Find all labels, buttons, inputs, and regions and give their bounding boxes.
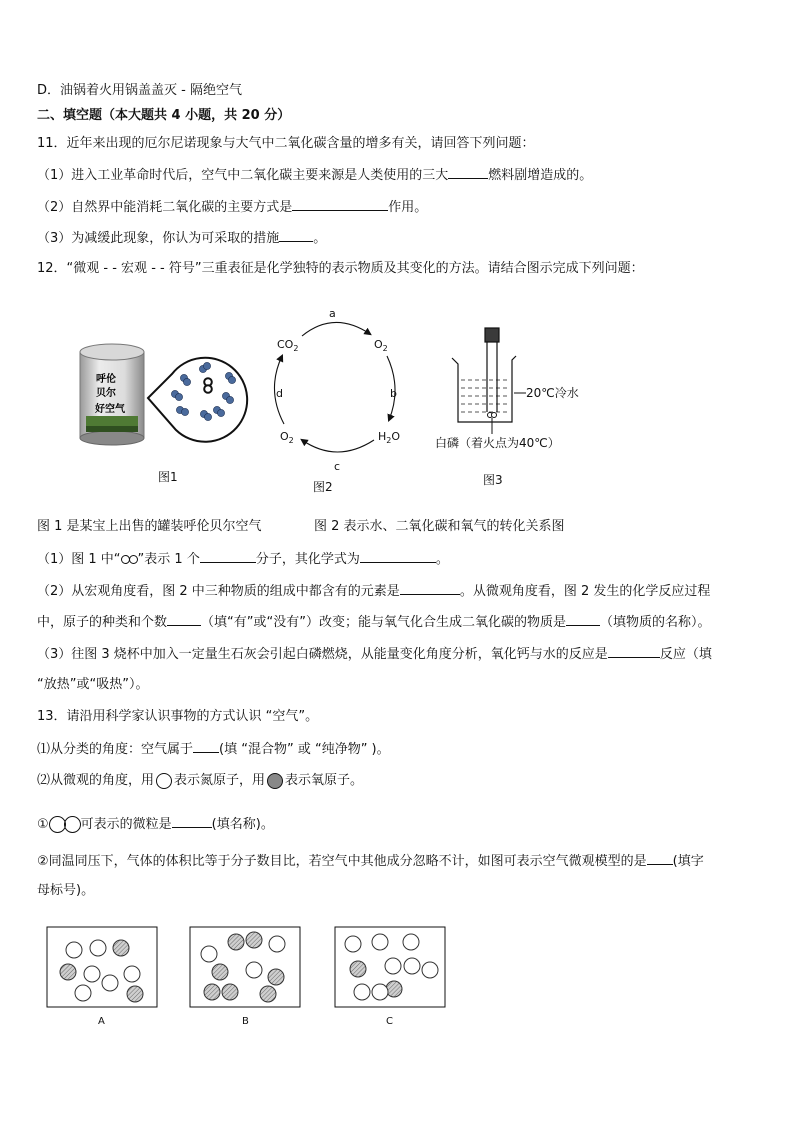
label-c: c <box>334 460 341 470</box>
can-label-line-1: 呼伦 <box>96 374 116 385</box>
phosphorus-label: 白磷（着火点为40℃） <box>435 436 560 450</box>
model-b <box>190 927 300 1007</box>
can-label-line-2: 贝尔 <box>96 388 116 399</box>
node-co2: $CO_2$ <box>277 338 299 353</box>
question-13: 13．请沿用科学家认识事物的方式认识 “空气”。 <box>37 709 319 724</box>
node-h2o: $H_2O$ <box>378 430 401 445</box>
figure-1-caption: 图1 <box>158 470 178 484</box>
oxygen-molecule-icon <box>121 552 138 567</box>
question-12-part-3-cont: “放热”或“吸热”）。 <box>37 677 149 692</box>
nitrogen-atom-icon <box>156 773 172 789</box>
white-phosphorus-icon <box>488 413 497 418</box>
figure-1-description: 图 1 是某宝上出售的罐装呼伦贝尔空气 <box>37 519 262 534</box>
question-11-part-2: （2）自然界中能消耗二氧化碳的主要方式是 作用。 <box>37 200 428 215</box>
question-13-sub-2: ②同温同压下，气体的体积比等于分子数目比，若空气中其他成分忽略不计，如图可表示空气微观模型的是 (填字 <box>37 854 704 869</box>
question-11-part-3: （3）为减缓此现象，你认为可采取的措施 。 <box>37 231 327 246</box>
question-12: 12．“微观 - - 宏观 - - 符号”三重表征是化学独特的表示物质及其变化的方法。请结合图示完成下列问题： <box>37 261 644 276</box>
molecule-bubble <box>148 358 247 442</box>
answer-blank[interactable] <box>292 198 388 211</box>
question-12-part-3: （3）往图 3 烧杯中加入一定量生石灰会引起白磷燃烧，从能量变化角度分析，氧化钙与水的反应是 反应（填 <box>37 647 712 662</box>
question-13-part-1: ⑴从分类的角度：空气属于 (填 “混合物” 或 “纯净物” )。 <box>37 742 390 757</box>
model-b-label: B <box>242 1016 249 1027</box>
model-c <box>335 927 445 1007</box>
answer-blank[interactable] <box>400 582 460 595</box>
arrow-a <box>302 322 370 336</box>
question-12-part-1: （1）图 1 中“ ”表示 1 个 分子，其化学式为 。 <box>37 552 449 567</box>
question-11-part-1: （1）进入工业革命时代后，空气中二氧化碳主要来源是人类使用的三大 燃料剧增造成的。 <box>37 168 593 183</box>
can-label-line-3: 好空气 <box>95 404 125 415</box>
figure-2-caption: 图2 <box>313 480 333 494</box>
answer-blank[interactable] <box>566 613 600 626</box>
figure-2 <box>262 300 422 470</box>
figure-2-description: 图 2 表示水、二氧化碳和氧气的转化关系图 <box>314 519 565 534</box>
answer-blank[interactable] <box>448 166 488 179</box>
answer-blank[interactable] <box>172 815 212 828</box>
section-title: 二、填空题（本大题共 4 小题，共 20 分） <box>37 108 291 123</box>
question-12-part-2-cont: 中，原子的种类和个数 （填“有”或“没有”）改变；能与氧气化合生成二氧化碳的物质是 （填物质的名称）。 <box>37 615 711 630</box>
answer-blank[interactable] <box>167 613 201 626</box>
label-a: a <box>329 307 336 320</box>
label-b: b <box>390 387 397 400</box>
question-11: 11．近年来出现的厄尔尼诺现象与大气中二氧化碳含量的增多有关，请回答下列问题： <box>37 136 535 151</box>
question-13-sub-2-cont: 母标号)。 <box>37 883 95 898</box>
question-12-part-2: （2）从宏观角度看，图 2 中三种物质的组成中都含有的元素是 。从微观角度看，图 2 发生的化学反应过程 <box>37 584 711 599</box>
option-d: D．油锅着火用锅盖盖灭 - 隔绝空气 <box>37 83 242 98</box>
question-13-part-2: ⑵从微观的角度，用 表示氮原子，用 表示氧原子。 <box>37 773 364 788</box>
oxygen-molecule-icon <box>204 378 212 393</box>
answer-blank[interactable] <box>360 550 436 563</box>
question-13-sub-1: ① 可表示的微粒是 (填名称)。 <box>37 817 274 832</box>
model-a <box>47 927 157 1007</box>
air-model-figures <box>40 922 460 1032</box>
figure-1 <box>76 338 266 448</box>
node-o2-bottom: $O_2$ <box>280 430 294 445</box>
figure-3 <box>430 322 605 457</box>
answer-blank[interactable] <box>193 740 219 753</box>
model-a-label: A <box>98 1016 105 1027</box>
arrow-c <box>302 440 374 452</box>
answer-blank[interactable] <box>608 645 660 658</box>
air-can <box>80 344 144 445</box>
model-c-label: C <box>386 1016 393 1027</box>
figure-3-caption: 图3 <box>483 473 503 487</box>
answer-blank[interactable] <box>647 852 673 865</box>
nitrogen-molecule-icon <box>49 817 81 832</box>
answer-blank[interactable] <box>200 550 256 563</box>
oxygen-atom-icon <box>267 773 283 789</box>
water-label: 20℃冷水 <box>526 386 579 400</box>
node-o2-top: $O_2$ <box>374 338 388 353</box>
answer-blank[interactable] <box>279 229 313 242</box>
test-tube <box>485 328 499 412</box>
label-d: d <box>276 387 283 400</box>
